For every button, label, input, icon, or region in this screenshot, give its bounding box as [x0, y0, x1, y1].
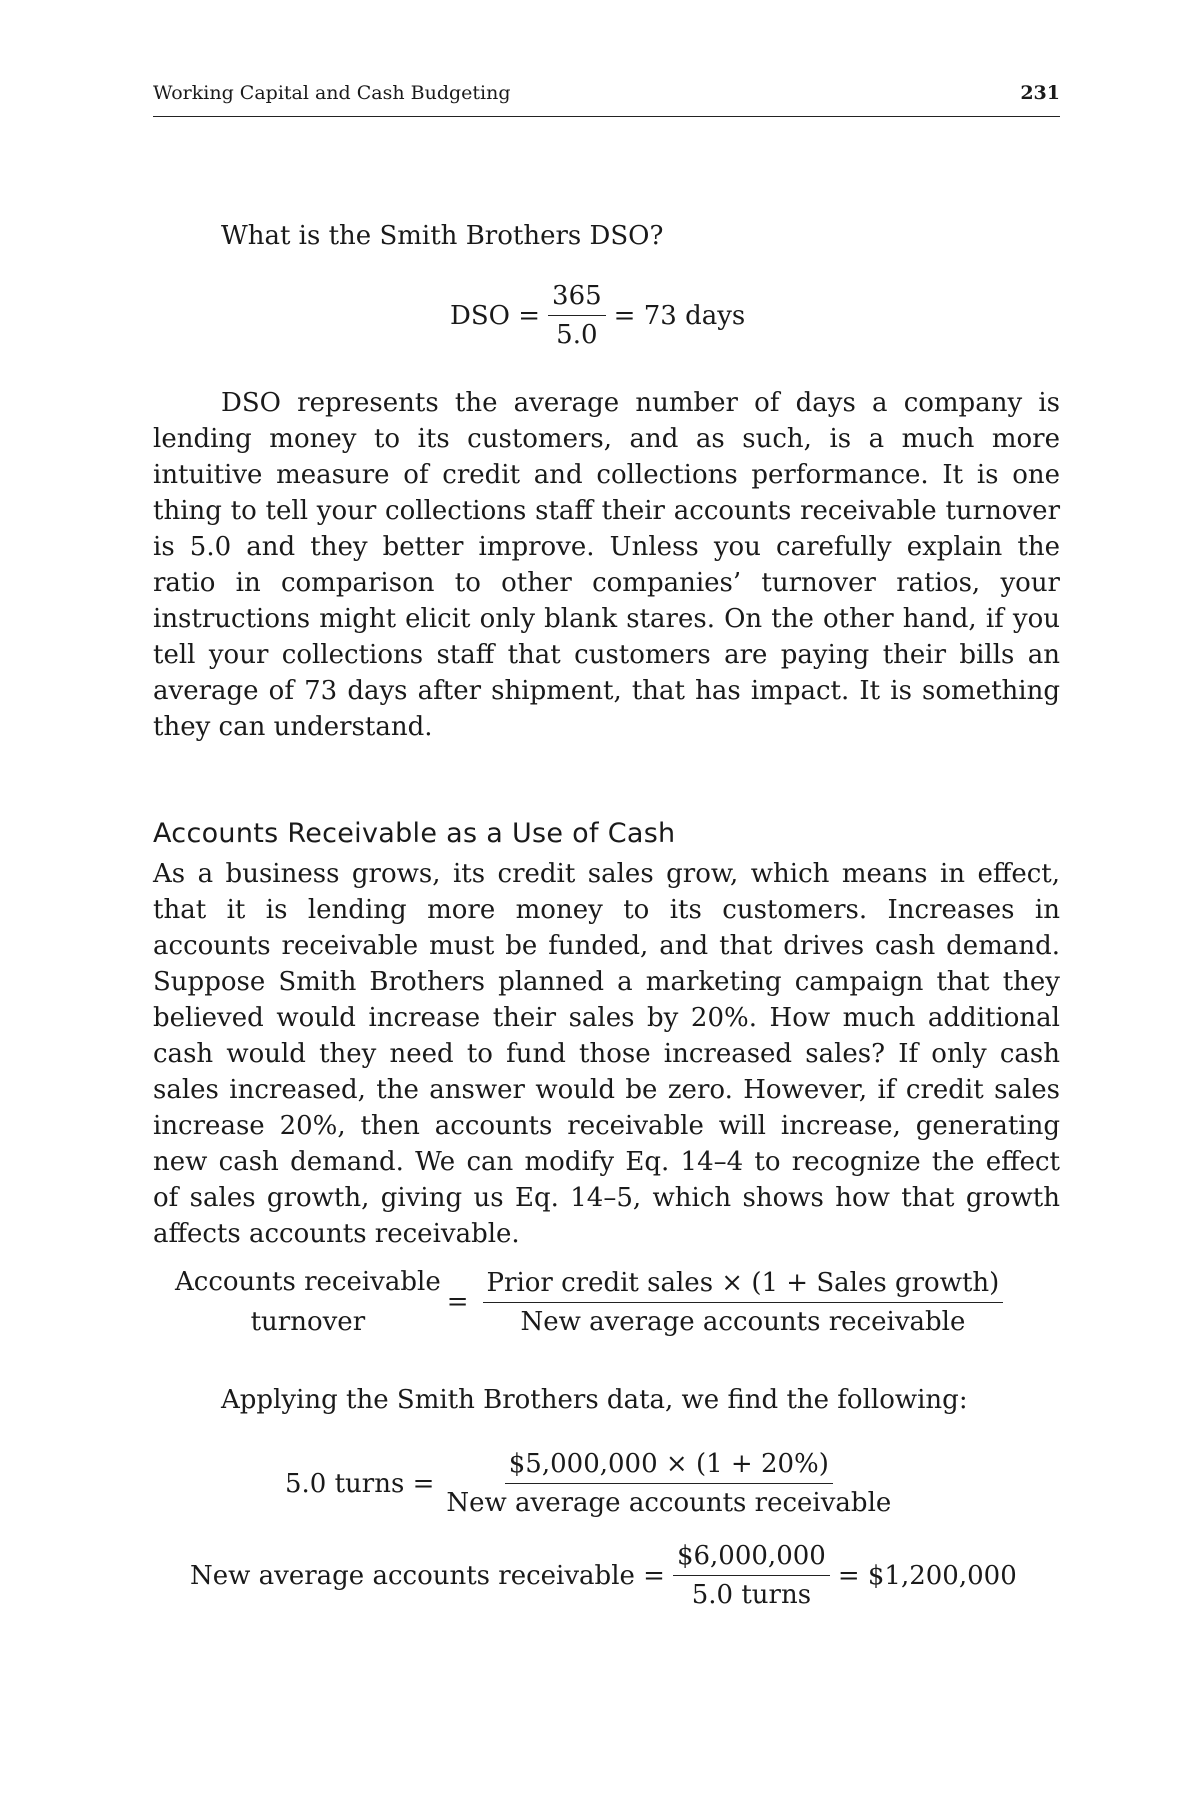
running-header-title: Working Capital and Cash Budgeting: [153, 82, 511, 104]
new-ar-numerator: $6,000,000: [673, 1540, 830, 1576]
new-ar-lhs: New average accounts receivable =: [190, 1560, 665, 1591]
turnover-equals: =: [446, 1287, 469, 1317]
dso-numerator: 365: [548, 280, 606, 316]
paragraph-dso: [153, 385, 1060, 745]
equation-turns: [285, 1448, 903, 1519]
turnover-lhs-line1: Accounts receivable: [175, 1267, 441, 1297]
turns-denominator: New average accounts receivable: [446, 1488, 892, 1518]
turnover-denominator: New average accounts receivable: [520, 1306, 966, 1337]
turns-fraction: [442, 1448, 895, 1519]
applying-line: Applying the Smith Brothers data, we find the following:: [221, 1385, 968, 1415]
section-heading: Accounts Receivable as a Use of Cash: [153, 818, 676, 849]
turns-lhs: 5.0 turns =: [285, 1468, 435, 1499]
dso-rhs: = 73 days: [613, 300, 746, 331]
new-ar-fraction: [673, 1540, 830, 1611]
new-ar-denominator: 5.0 turns: [691, 1580, 812, 1610]
paragraph-ar-text: As a business grows, its credit sales grow, which means in effect, that it is lending more money to its customers. Increases in accounts receivable must be funded, and that drives cash demand. Suppose Smith Brothers planned a marketing campaign that they believed would increase their sales by 20%. How much additional cash would they need to fund those increased sales? If only cash sales increased, the answer would be zero. However, if credit sales increase 20%, then accounts receivable will increase, generating new cash demand. We can modify Eq. 14–4 to recognize the effect of sales growth, giving us Eq. 14–5, which shows how that growth affects accounts receivable.: [153, 859, 1060, 1249]
paragraph-dso-text: DSO represents the average number of days a company is lending money to its customers, and as such, is a much more intuitive measure of credit and collections performance. It is one thing to tell your collections staff their accounts receivable turnover is 5.0 and they better improve. Unless you carefully explain the ratio in comparison to other companies’ turnover ratios, your instructions might elicit only blank stares. On the other hand, if you tell your collections staff that customers are paying their bills an average of 73 days after shipment, that has impact. It is something they can understand.: [153, 388, 1060, 742]
turns-numerator: $5,000,000 × (1 + 20%): [505, 1448, 833, 1484]
page-number: 231: [1020, 82, 1060, 104]
turnover-lhs-line2: turnover: [250, 1307, 366, 1337]
paragraph-ar: [153, 856, 1060, 1252]
equation-turnover: [175, 1262, 1011, 1342]
question-line: What is the Smith Brothers DSO?: [221, 221, 664, 251]
new-ar-rhs: = $1,200,000: [837, 1560, 1017, 1591]
turnover-numerator: Prior credit sales × (1 + Sales growth): [483, 1267, 1004, 1303]
running-header: [153, 82, 1060, 117]
dso-lhs: DSO =: [450, 300, 541, 331]
question-text: [221, 218, 1060, 254]
turnover-lhs: [175, 1262, 441, 1342]
dso-denominator: 5.0: [556, 320, 598, 350]
equation-new-ar: [190, 1540, 1017, 1611]
applying-text: [221, 1382, 1060, 1418]
dso-fraction: [548, 280, 606, 351]
turnover-fraction: [483, 1267, 1004, 1338]
equation-dso: [450, 280, 745, 351]
